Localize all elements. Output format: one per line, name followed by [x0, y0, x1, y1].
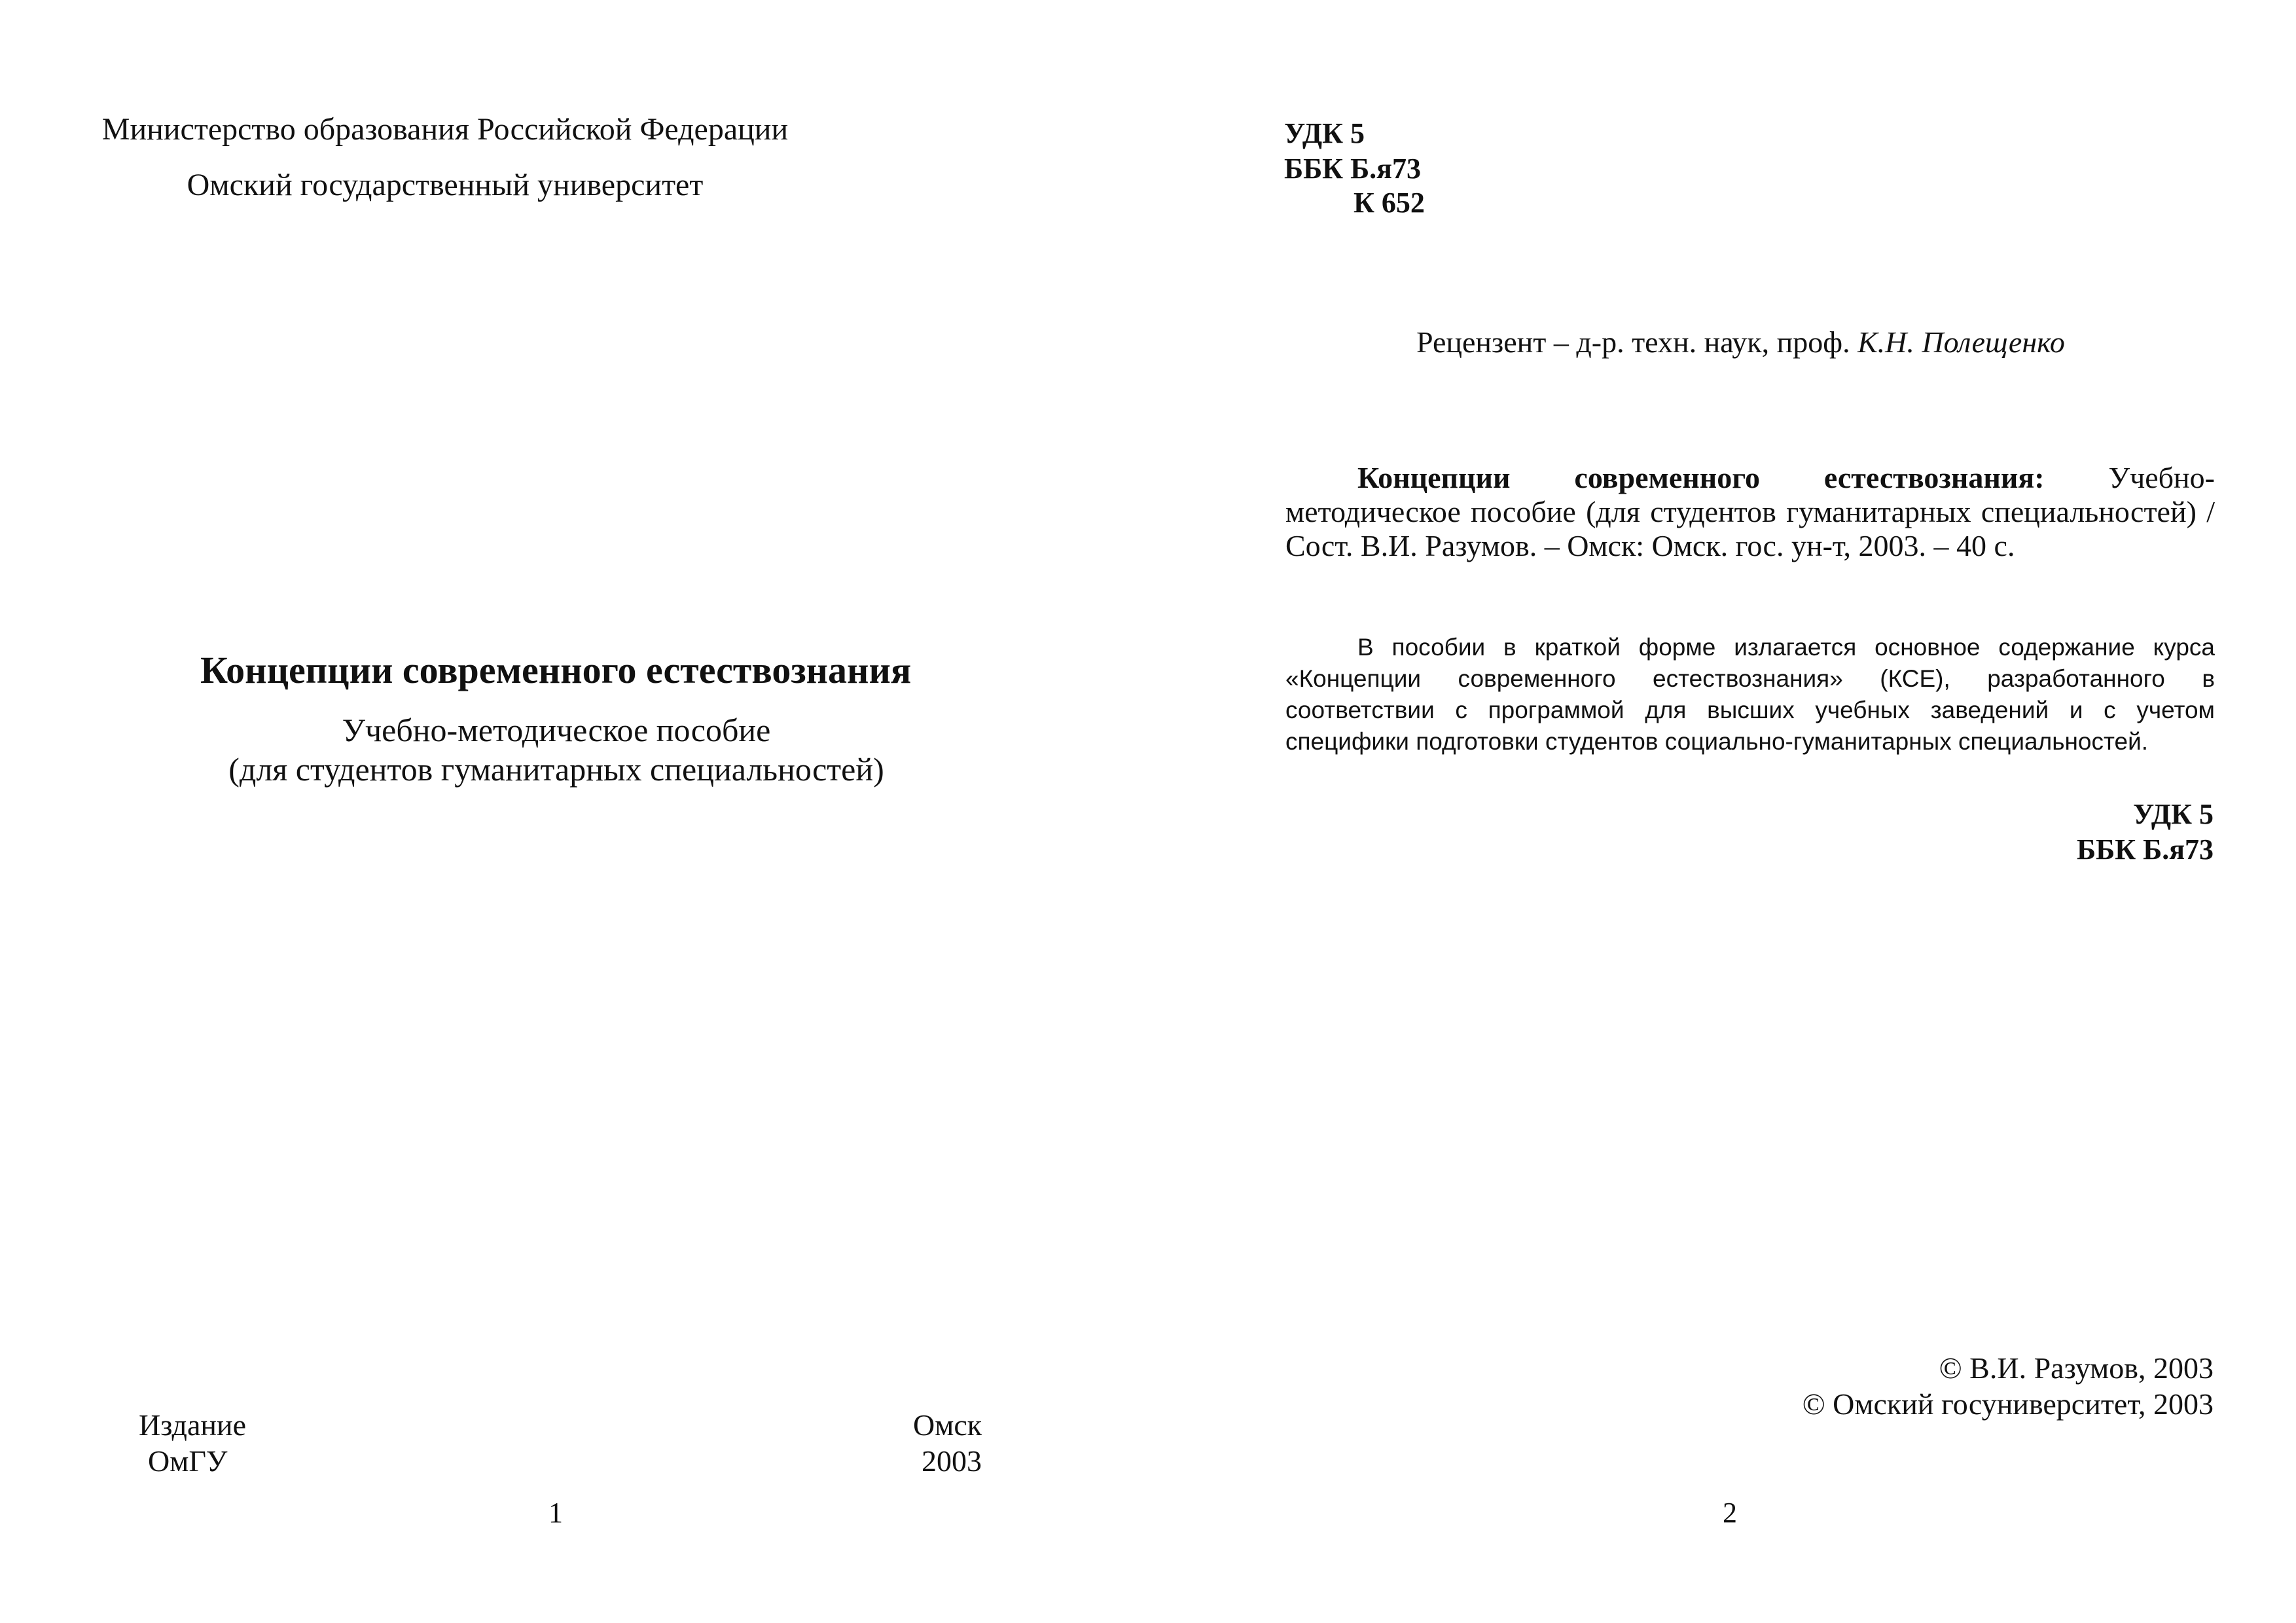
- publisher-line2: ОмГУ: [148, 1444, 228, 1478]
- book-title: [0, 648, 1113, 692]
- book-subtitle-line1: Учебно-методическое пособие: [342, 712, 771, 748]
- reviewer-line: [1416, 325, 2065, 359]
- publication-city: Омск: [913, 1408, 982, 1442]
- right-page: [1148, 0, 2296, 1623]
- abstract: В пособии в краткой форме излагается основное содержание курса «Концепции современного естествознания» (КСЕ), разработанного в соответствии с программой для высших учебных заведений и с учетом специфики подготовки студентов социально-гуманитарных специальностей.: [1285, 634, 2215, 755]
- biblio-title: Концепции современного естествознания:: [1357, 461, 2045, 494]
- ministry-heading: Министерство образования Российской Федерации: [101, 112, 789, 147]
- page-number-left: 1: [548, 1497, 563, 1529]
- bibliographic-description: [1285, 461, 2215, 563]
- publisher-line1: Издание: [139, 1408, 247, 1442]
- reviewer-label: Рецензент – д-р. техн. наук, проф.: [1416, 325, 1858, 359]
- book-subtitle-line2: (для студентов гуманитарных специальностей): [228, 751, 884, 788]
- copyright-university: © Омский госуниверситет, 2003: [1802, 1387, 2214, 1421]
- book-title-text: Концепции современного естествознания: [200, 649, 912, 691]
- page-number-right: 2: [1723, 1497, 1737, 1529]
- bbk-code: ББК Б.я73: [1284, 153, 1421, 185]
- publication-year: 2003: [922, 1444, 982, 1478]
- bbk-code-bottom: ББК Б.я73: [2077, 833, 2214, 866]
- reviewer-name: К.Н. Полещенко: [1857, 325, 2065, 359]
- author-mark: К 652: [1354, 187, 1425, 219]
- biblio-rest: Учебно-методическое пособие (для студентов гуманитарных специальностей) / Сост. В.И. Разумов. – Омск: Омск. гос. ун-т, 2003. – 40 с.: [1285, 461, 2215, 562]
- udk-code-bottom: УДК 5: [2132, 798, 2214, 830]
- copyright-author: © В.И. Разумов, 2003: [1939, 1351, 2214, 1385]
- udk-code: УДК 5: [1284, 117, 1365, 149]
- university-heading: Омский государственный университет: [187, 168, 704, 202]
